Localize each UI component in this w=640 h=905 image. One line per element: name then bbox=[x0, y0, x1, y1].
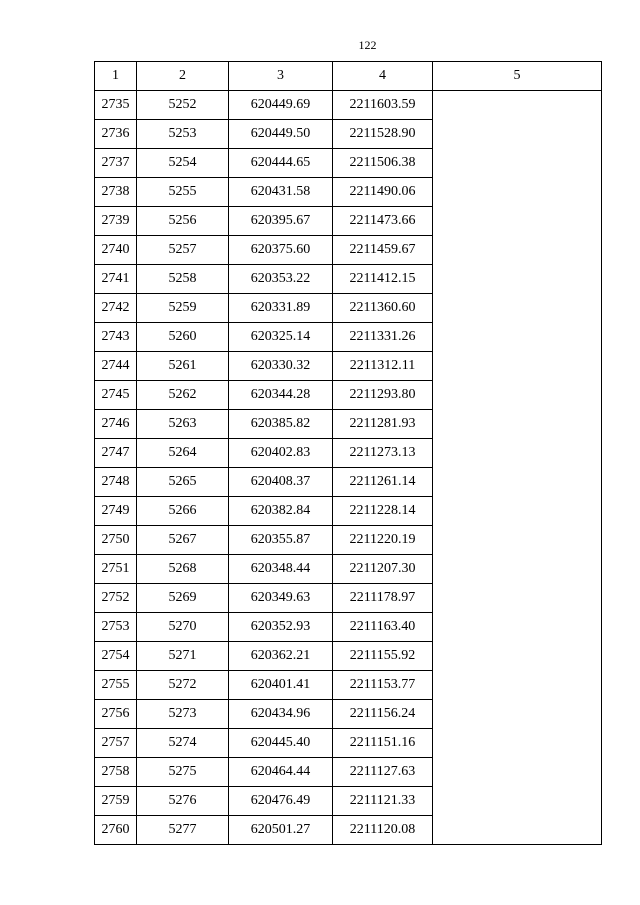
table-cell-col4: 2211151.16 bbox=[333, 729, 433, 758]
table-cell-col4: 2211506.38 bbox=[333, 149, 433, 178]
table-cell-col4: 2211261.14 bbox=[333, 468, 433, 497]
table-cell-col1: 2742 bbox=[95, 294, 137, 323]
table-row bbox=[95, 323, 602, 352]
table-row bbox=[95, 439, 602, 468]
table-cell-col4: 2211120.08 bbox=[333, 816, 433, 845]
table-cell-col2: 5261 bbox=[137, 352, 229, 381]
table-cell-col3: 620449.50 bbox=[229, 120, 333, 149]
table-cell-col3: 620501.27 bbox=[229, 816, 333, 845]
table-cell-col5 bbox=[433, 526, 602, 555]
table-cell-col3: 620476.49 bbox=[229, 787, 333, 816]
table-row bbox=[95, 91, 602, 120]
table-row bbox=[95, 700, 602, 729]
table-cell-col5 bbox=[433, 236, 602, 265]
table-cell-col5 bbox=[433, 613, 602, 642]
table-cell-col4: 2211281.93 bbox=[333, 410, 433, 439]
table-row bbox=[95, 120, 602, 149]
table-cell-col4: 2211473.66 bbox=[333, 207, 433, 236]
table-cell-col1: 2758 bbox=[95, 758, 137, 787]
table-cell-col1: 2741 bbox=[95, 265, 137, 294]
table-cell-col2: 5253 bbox=[137, 120, 229, 149]
page-number: 122 bbox=[358, 38, 377, 52]
table-cell-col4: 2211163.40 bbox=[333, 613, 433, 642]
column-header-2: 2 bbox=[137, 62, 229, 91]
table-cell-col2: 5255 bbox=[137, 178, 229, 207]
table-cell-col5 bbox=[433, 91, 602, 120]
table-cell-col2: 5277 bbox=[137, 816, 229, 845]
table-cell-col1: 2740 bbox=[95, 236, 137, 265]
table-row bbox=[95, 729, 602, 758]
table-row bbox=[95, 381, 602, 410]
table-cell-col3: 620362.21 bbox=[229, 642, 333, 671]
table-cell-col1: 2759 bbox=[95, 787, 137, 816]
table-cell-col3: 620330.32 bbox=[229, 352, 333, 381]
table-cell-col2: 5266 bbox=[137, 497, 229, 526]
table-cell-col3: 620349.63 bbox=[229, 584, 333, 613]
table-cell-col2: 5263 bbox=[137, 410, 229, 439]
table-cell-col2: 5265 bbox=[137, 468, 229, 497]
table-cell-col4: 2211155.92 bbox=[333, 642, 433, 671]
table-row bbox=[95, 613, 602, 642]
table-cell-col5 bbox=[433, 729, 602, 758]
table-cell-col2: 5274 bbox=[137, 729, 229, 758]
table-cell-col5 bbox=[433, 497, 602, 526]
table-row bbox=[95, 178, 602, 207]
table-cell-col3: 620382.84 bbox=[229, 497, 333, 526]
table-cell-col5 bbox=[433, 584, 602, 613]
column-header-4: 4 bbox=[333, 62, 433, 91]
table-cell-col1: 2750 bbox=[95, 526, 137, 555]
table-cell-col2: 5252 bbox=[137, 91, 229, 120]
table-cell-col2: 5258 bbox=[137, 265, 229, 294]
table-cell-col4: 2211121.33 bbox=[333, 787, 433, 816]
table-cell-col1: 2735 bbox=[95, 91, 137, 120]
table-cell-col1: 2754 bbox=[95, 642, 137, 671]
table-cell-col2: 5271 bbox=[137, 642, 229, 671]
table-cell-col4: 2211312.11 bbox=[333, 352, 433, 381]
table-row bbox=[95, 468, 602, 497]
table-cell-col5 bbox=[433, 207, 602, 236]
table-cell-col3: 620445.40 bbox=[229, 729, 333, 758]
table-cell-col5 bbox=[433, 410, 602, 439]
table-cell-col5 bbox=[433, 178, 602, 207]
table-cell-col4: 2211178.97 bbox=[333, 584, 433, 613]
table-cell-col2: 5259 bbox=[137, 294, 229, 323]
table-cell-col5 bbox=[433, 700, 602, 729]
table-row bbox=[95, 526, 602, 555]
table-cell-col1: 2743 bbox=[95, 323, 137, 352]
table-cell-col4: 2211528.90 bbox=[333, 120, 433, 149]
table-cell-col4: 2211603.59 bbox=[333, 91, 433, 120]
table-cell-col1: 2753 bbox=[95, 613, 137, 642]
table-body bbox=[95, 91, 602, 845]
table-cell-col2: 5270 bbox=[137, 613, 229, 642]
column-header-1: 1 bbox=[95, 62, 137, 91]
table-cell-col4: 2211228.14 bbox=[333, 497, 433, 526]
table-row bbox=[95, 265, 602, 294]
table-cell-col4: 2211459.67 bbox=[333, 236, 433, 265]
table-cell-col1: 2738 bbox=[95, 178, 137, 207]
table-cell-col5 bbox=[433, 468, 602, 497]
table-cell-col3: 620464.44 bbox=[229, 758, 333, 787]
table-cell-col5 bbox=[433, 294, 602, 323]
table-row bbox=[95, 816, 602, 845]
table-cell-col2: 5272 bbox=[137, 671, 229, 700]
table-cell-col5 bbox=[433, 642, 602, 671]
table-cell-col2: 5269 bbox=[137, 584, 229, 613]
table-cell-col5 bbox=[433, 439, 602, 468]
table-row bbox=[95, 352, 602, 381]
table-cell-col2: 5267 bbox=[137, 526, 229, 555]
table-cell-col4: 2211412.15 bbox=[333, 265, 433, 294]
table-cell-col5 bbox=[433, 149, 602, 178]
table-cell-col4: 2211293.80 bbox=[333, 381, 433, 410]
table-cell-col2: 5273 bbox=[137, 700, 229, 729]
table-cell-col3: 620355.87 bbox=[229, 526, 333, 555]
table-cell-col3: 620431.58 bbox=[229, 178, 333, 207]
table-cell-col3: 620402.83 bbox=[229, 439, 333, 468]
table-cell-col3: 620401.41 bbox=[229, 671, 333, 700]
table-cell-col4: 2211331.26 bbox=[333, 323, 433, 352]
table-cell-col3: 620444.65 bbox=[229, 149, 333, 178]
table-cell-col3: 620331.89 bbox=[229, 294, 333, 323]
table-cell-col1: 2748 bbox=[95, 468, 137, 497]
table-row bbox=[95, 236, 602, 265]
table-row bbox=[95, 410, 602, 439]
coordinates-table bbox=[94, 61, 602, 845]
column-header-3: 3 bbox=[229, 62, 333, 91]
table-cell-col2: 5275 bbox=[137, 758, 229, 787]
table-cell-col2: 5257 bbox=[137, 236, 229, 265]
table-cell-col1: 2760 bbox=[95, 816, 137, 845]
table-cell-col1: 2752 bbox=[95, 584, 137, 613]
table-row bbox=[95, 207, 602, 236]
table-cell-col2: 5262 bbox=[137, 381, 229, 410]
table-cell-col4: 2211490.06 bbox=[333, 178, 433, 207]
table-row bbox=[95, 555, 602, 584]
table-cell-col3: 620449.69 bbox=[229, 91, 333, 120]
table-cell-col2: 5254 bbox=[137, 149, 229, 178]
table-cell-col5 bbox=[433, 323, 602, 352]
table-cell-col5 bbox=[433, 671, 602, 700]
table-row bbox=[95, 758, 602, 787]
table-cell-col3: 620344.28 bbox=[229, 381, 333, 410]
table-row bbox=[95, 294, 602, 323]
table-row bbox=[95, 584, 602, 613]
table-cell-col2: 5260 bbox=[137, 323, 229, 352]
table-cell-col2: 5264 bbox=[137, 439, 229, 468]
table-cell-col3: 620352.93 bbox=[229, 613, 333, 642]
table-cell-col3: 620353.22 bbox=[229, 265, 333, 294]
table-cell-col4: 2211156.24 bbox=[333, 700, 433, 729]
table-cell-col3: 620325.14 bbox=[229, 323, 333, 352]
table-cell-col1: 2751 bbox=[95, 555, 137, 584]
table-row bbox=[95, 787, 602, 816]
table-cell-col1: 2736 bbox=[95, 120, 137, 149]
table-cell-col4: 2211273.13 bbox=[333, 439, 433, 468]
table-cell-col1: 2739 bbox=[95, 207, 137, 236]
table-cell-col5 bbox=[433, 555, 602, 584]
table-cell-col2: 5268 bbox=[137, 555, 229, 584]
table-cell-col1: 2744 bbox=[95, 352, 137, 381]
table-cell-col4: 2211360.60 bbox=[333, 294, 433, 323]
table-cell-col1: 2749 bbox=[95, 497, 137, 526]
table-cell-col1: 2755 bbox=[95, 671, 137, 700]
table-cell-col5 bbox=[433, 758, 602, 787]
table-cell-col4: 2211220.19 bbox=[333, 526, 433, 555]
table-cell-col5 bbox=[433, 352, 602, 381]
table-cell-col3: 620375.60 bbox=[229, 236, 333, 265]
table-row bbox=[95, 671, 602, 700]
table-cell-col5 bbox=[433, 120, 602, 149]
table-cell-col3: 620395.67 bbox=[229, 207, 333, 236]
table-cell-col1: 2745 bbox=[95, 381, 137, 410]
table-row bbox=[95, 149, 602, 178]
table-row bbox=[95, 642, 602, 671]
table-cell-col3: 620385.82 bbox=[229, 410, 333, 439]
table-cell-col1: 2757 bbox=[95, 729, 137, 758]
table-cell-col4: 2211127.63 bbox=[333, 758, 433, 787]
table-cell-col1: 2737 bbox=[95, 149, 137, 178]
table-cell-col1: 2747 bbox=[95, 439, 137, 468]
table-cell-col1: 2746 bbox=[95, 410, 137, 439]
table-cell-col3: 620348.44 bbox=[229, 555, 333, 584]
table-cell-col2: 5276 bbox=[137, 787, 229, 816]
table-cell-col5 bbox=[433, 816, 602, 845]
table-cell-col5 bbox=[433, 381, 602, 410]
table-cell-col5 bbox=[433, 787, 602, 816]
table-cell-col3: 620408.37 bbox=[229, 468, 333, 497]
table-cell-col5 bbox=[433, 265, 602, 294]
table-cell-col4: 2211153.77 bbox=[333, 671, 433, 700]
table-cell-col2: 5256 bbox=[137, 207, 229, 236]
table-row bbox=[95, 497, 602, 526]
table-cell-col4: 2211207.30 bbox=[333, 555, 433, 584]
table-cell-col3: 620434.96 bbox=[229, 700, 333, 729]
table-cell-col1: 2756 bbox=[95, 700, 137, 729]
column-header-5: 5 bbox=[433, 62, 602, 91]
table-header-row bbox=[95, 62, 602, 91]
